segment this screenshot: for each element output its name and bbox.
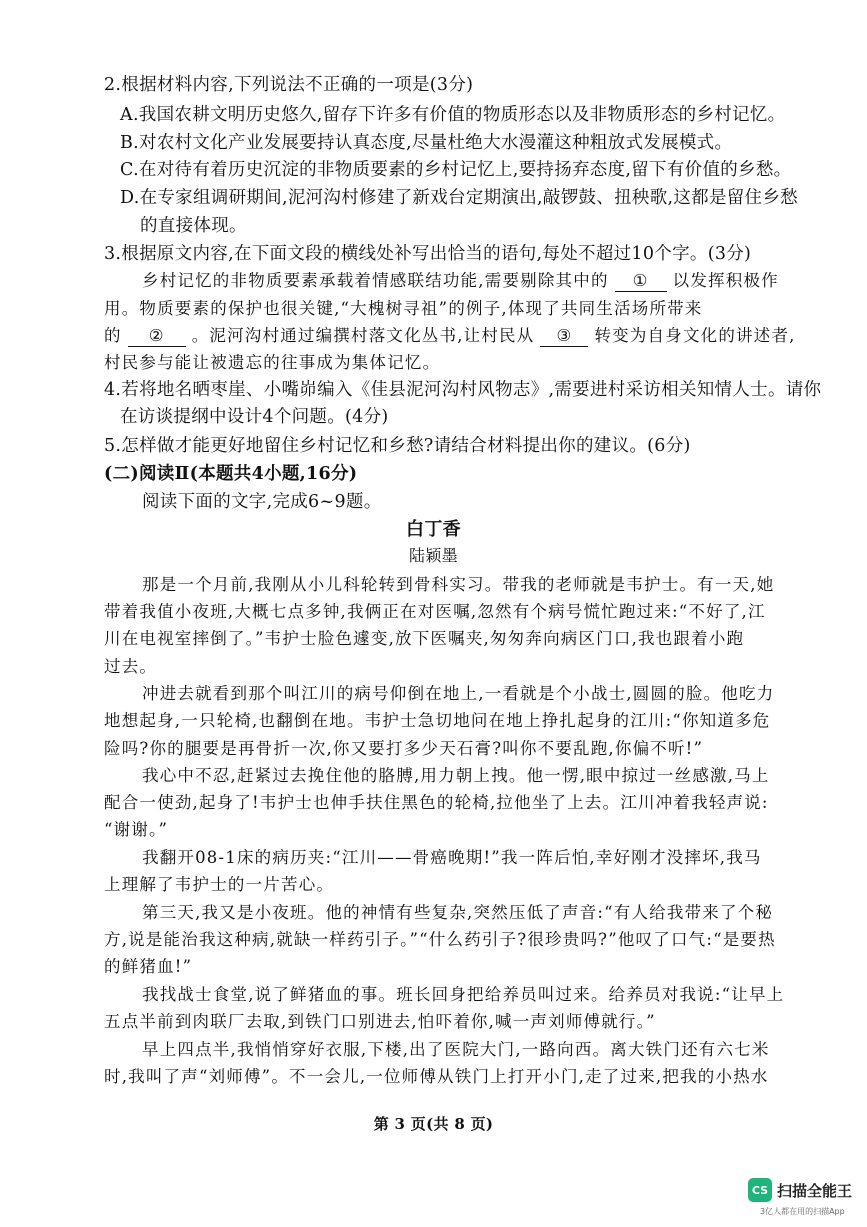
q2-option-b: B.对农村文化产业发展要持认真态度,尽量杜绝大水漫灌这种粗放式发展模式。 <box>120 133 733 153</box>
q2-option-a: A.我国农耕文明历史悠久,留存下许多有价值的物质形态以及非物质形态的乡村记忆。 <box>120 105 786 125</box>
story-line: “谢谢。” <box>104 820 169 839</box>
q3-passage-line <box>104 324 796 348</box>
story-line: 上理解了韦护士的一片苦心。 <box>104 875 335 894</box>
q3-stem: 3.根据原文内容,在下面文段的横线处补写出恰当的语句,每处不超过10个字。(3分) <box>104 244 752 264</box>
q4-stem-cont: 在访谈提纲中设计4个问题。(4分) <box>120 407 389 427</box>
page-number: 第 3 页(共 8 页) <box>373 1115 494 1133</box>
scanner-tagline: 3亿人都在用的扫描App <box>760 1207 845 1216</box>
story-line: 我心中不忍,赶紧过去挽住他的胳膊,用力朝上拽。他一愣,眼中掠过一丝感激,马上 <box>142 766 770 785</box>
q3-passage-line <box>142 269 779 293</box>
story-line: 带着我值小夜班,大概七点多钟,我俩正在对医嘱,忽然有个病号慌忙跑过来:“不好了,江 <box>104 602 766 621</box>
story-line: 的鲜猪血!” <box>104 957 193 976</box>
section-instruction: 阅读下面的文字,完成6~9题。 <box>142 492 382 512</box>
camscanner-logo-icon: CS <box>748 1178 772 1202</box>
story-line: 地想起身,一只轮椅,也翻倒在地。韦护士急切地问在地上挣扎起身的江川:“你知道多危 <box>104 711 771 730</box>
q3-text: 转变为自身文化的讲述者, <box>594 326 796 345</box>
story-line: 川在电视室摔倒了。”韦护士脸色遽变,放下医嘱夹,匆匆奔向病区门口,我也跟着小跑 <box>104 629 745 648</box>
scanner-app-name: 扫描全能王 <box>777 1181 853 1200</box>
q4-stem: 4.若将地名晒枣崖、小嘴峁编入《佳县泥河沟村风物志》,需要进村采访相关知情人士。请你 <box>104 380 822 400</box>
story-line: 配合一使劲,起身了!韦护士也伸手扶住黑色的轮椅,拉他坐了上去。江川冲着我轻声说: <box>104 793 769 812</box>
q3-text: 的 <box>104 326 122 345</box>
section-heading: (二)阅读Ⅱ(本题共4小题,16分) <box>104 464 358 484</box>
story-line: 第三天,我又是小夜班。他的神情有些复杂,突然压低了声音:“有人给我带来了个秘 <box>142 903 774 922</box>
q3-blank-2[interactable]: ② <box>128 326 186 347</box>
story-line: 险吗?你的腿要是再骨折一次,你又要打多少天石膏?叫你不要乱跑,你偏不听!” <box>104 739 704 758</box>
q3-blank-3[interactable]: ③ <box>540 326 588 347</box>
q3-passage-line: 村民参与能让被遗忘的往事成为集体记忆。 <box>104 353 441 372</box>
q3-text: 。泥河沟村通过编撰村落文化丛书,让村民从 <box>191 326 535 345</box>
story-line: 那是一个月前,我刚从小儿科轮转到骨科实习。带我的老师就是韦护士。有一天,她 <box>142 575 775 594</box>
scanner-watermark <box>748 1178 852 1202</box>
story-line: 冲进去就看到那个叫江川的病号仰倒在地上,一看就是个小战士,圆圆的脸。他吃力 <box>142 684 775 703</box>
q3-text: 以发挥积极作 <box>672 271 779 290</box>
q5-stem: 5.怎样做才能更好地留住乡村记忆和乡愁?请结合材料提出你的建议。(6分) <box>104 436 691 456</box>
q3-blank-1[interactable]: ① <box>615 271 667 292</box>
story-line: 方,说是能治我这种病,就缺一样药引子。”“什么药引子?很珍贵吗?”他叹了口气:“是要热 <box>104 930 776 949</box>
q3-passage-line: 用。物质要素的保护也很关键,“大槐树寻祖”的例子,体现了共同生活场所带来 <box>104 299 703 318</box>
q3-text: 乡村记忆的非物质要素承载着情感联结功能,需要剔除其中的 <box>142 271 609 290</box>
story-line: 过去。 <box>104 657 158 676</box>
story-title: 白丁香 <box>406 519 461 540</box>
q2-option-c: C.在对待有着历史沉淀的非物质要素的乡村记忆上,要持扬弃态度,留下有价值的乡愁。 <box>120 160 792 180</box>
story-line: 早上四点半,我悄悄穿好衣服,下楼,出了医院大门,一路向西。离大铁门还有六七米 <box>142 1040 770 1059</box>
story-line: 我找战士食堂,说了鲜猪血的事。班长回身把给养员叫过来。给养员对我说:“让早上 <box>142 985 785 1004</box>
story-line: 五点半前到肉联厂去取,到铁门口别进去,怕吓着你,喊一声刘师傅就行。” <box>104 1012 656 1031</box>
story-line: 时,我叫了声“刘师傅”。不一会儿,一位师傅从铁门上打开小门,走了过来,把我的小热水 <box>104 1067 769 1086</box>
q2-option-d-cont: 的直接体现。 <box>140 216 247 236</box>
q2-option-d: D.在专家组调研期间,泥河沟村修建了新戏台定期演出,敲锣鼓、扭秧歌,这都是留住乡愁 <box>120 188 798 208</box>
q2-stem: 2.根据材料内容,下列说法不正确的一项是(3分) <box>104 75 474 95</box>
story-author: 陆颖墨 <box>409 546 458 565</box>
story-line: 我翻开08-1床的病历夹:“江川——骨癌晚期!”我一阵后怕,幸好刚才没摔坏,我马 <box>142 848 762 867</box>
